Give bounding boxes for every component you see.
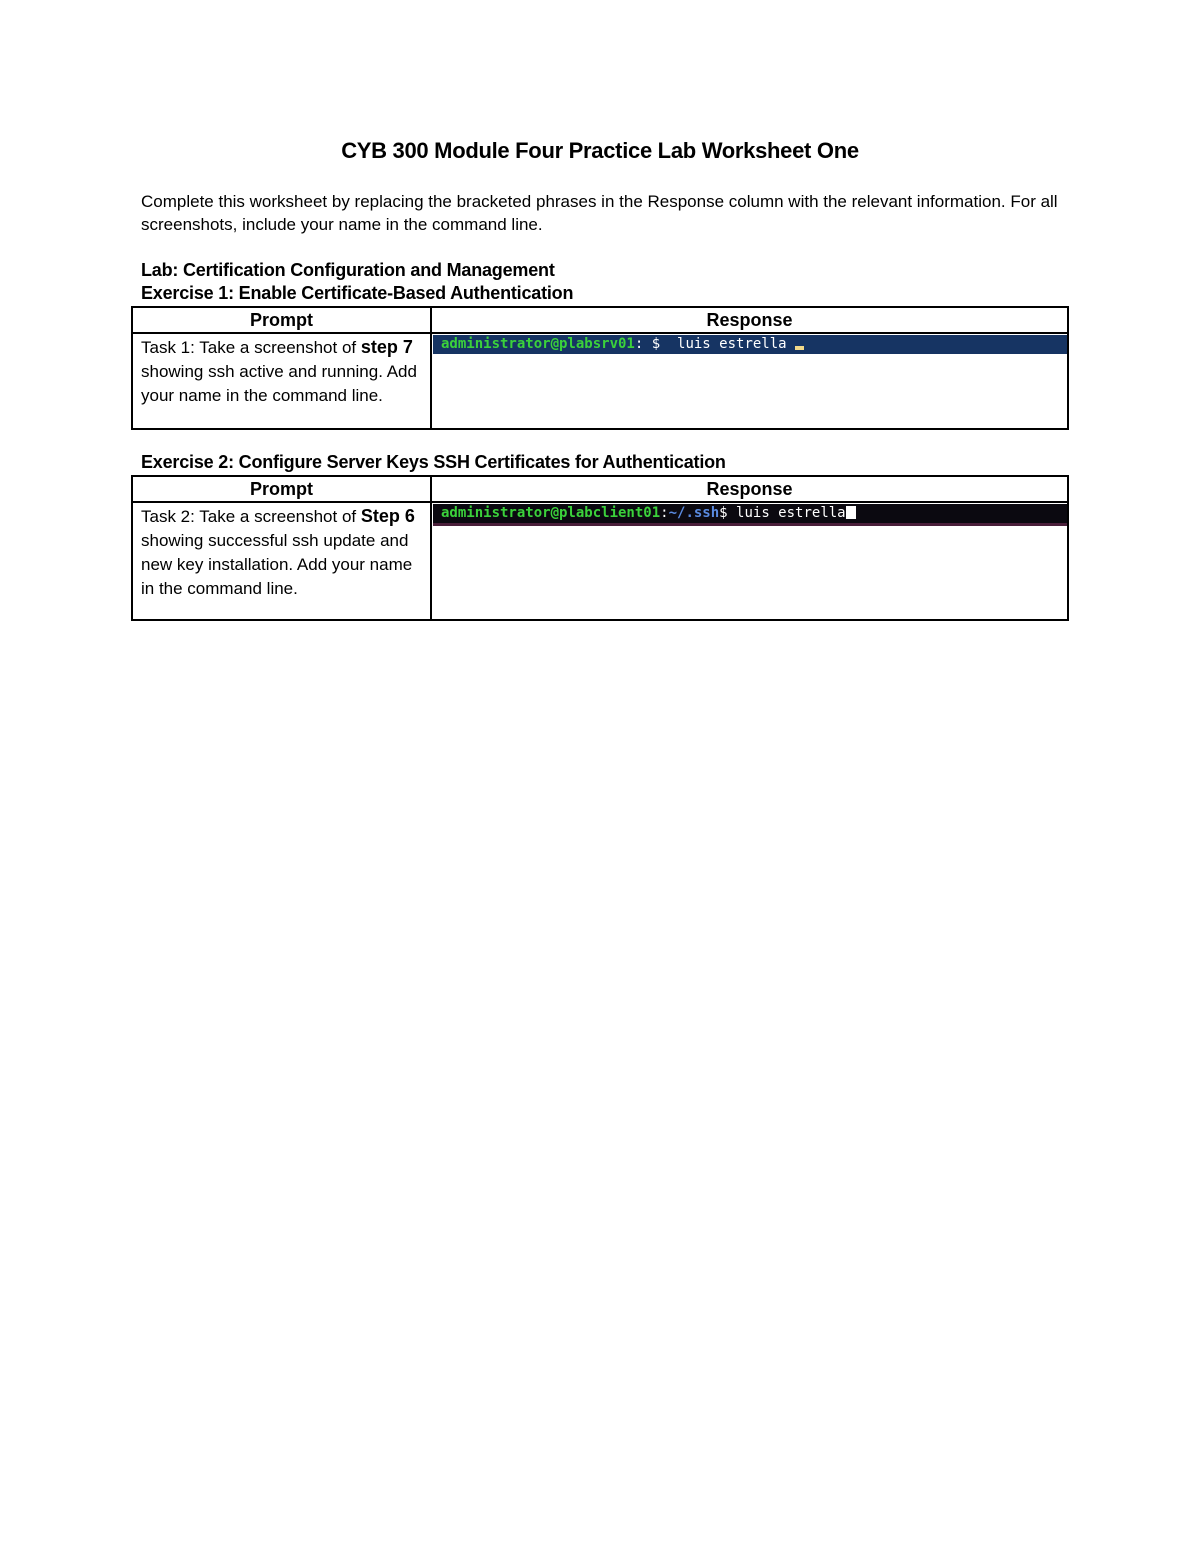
exercise-1-table xyxy=(131,306,1069,430)
terminal-prompt-symbol: : $ xyxy=(634,336,669,352)
prompt-column-header: Prompt xyxy=(132,307,431,333)
exercise-1-heading: Exercise 1: Enable Certificate-Based Authentication xyxy=(141,283,574,303)
terminal-command: luis estrella xyxy=(668,336,796,352)
task-step: step 7 xyxy=(360,337,413,357)
terminal-user-host: administrator@plabclient01 xyxy=(441,505,661,521)
task-step: Step 6 xyxy=(360,506,415,526)
prompt-cell xyxy=(132,502,431,620)
table-row xyxy=(132,502,1068,620)
response-cell xyxy=(431,333,1068,429)
prompt-column-header: Prompt xyxy=(132,476,431,502)
task-2-prompt xyxy=(133,503,430,603)
prompt-cell xyxy=(132,333,431,429)
terminal-screenshot-1 xyxy=(433,335,1067,354)
task-suffix: showing successful ssh update and new key installation. Add your name in the command line. xyxy=(141,531,413,598)
exercise-2-table xyxy=(131,475,1069,621)
response-column-header: Response xyxy=(431,307,1068,333)
terminal-user-host: administrator@plabsrv01 xyxy=(441,336,635,352)
terminal-prompt-symbol: $ xyxy=(719,505,728,521)
task-prefix: Task 1: Take a screenshot of xyxy=(141,338,361,357)
intro-paragraph: Complete this worksheet by replacing the bracketed phrases in the Response column with the relevant information. For all screenshots, include your name in the command line. xyxy=(141,192,1058,234)
terminal-separator: : xyxy=(660,505,669,521)
task-1-prompt xyxy=(133,334,430,410)
terminal-cursor xyxy=(846,506,856,519)
task-prefix: Task 2: Take a screenshot of xyxy=(141,507,361,526)
task-suffix: showing ssh active and running. Add your name in the command line. xyxy=(141,362,417,405)
table-row xyxy=(132,333,1068,429)
terminal-cursor xyxy=(795,346,804,350)
exercise-2-heading: Exercise 2: Configure Server Keys SSH Certificates for Authentication xyxy=(141,452,726,472)
response-column-header: Response xyxy=(431,476,1068,502)
terminal-screenshot-2 xyxy=(433,504,1067,526)
document-title: CYB 300 Module Four Practice Lab Worksheet One xyxy=(341,138,859,163)
table-header-row xyxy=(132,476,1068,502)
table-header-row xyxy=(132,307,1068,333)
terminal-path: ~/.ssh xyxy=(668,505,720,521)
terminal-command: luis estrella xyxy=(727,505,846,521)
response-cell xyxy=(431,502,1068,620)
lab-heading: Lab: Certification Configuration and Management xyxy=(141,260,555,280)
